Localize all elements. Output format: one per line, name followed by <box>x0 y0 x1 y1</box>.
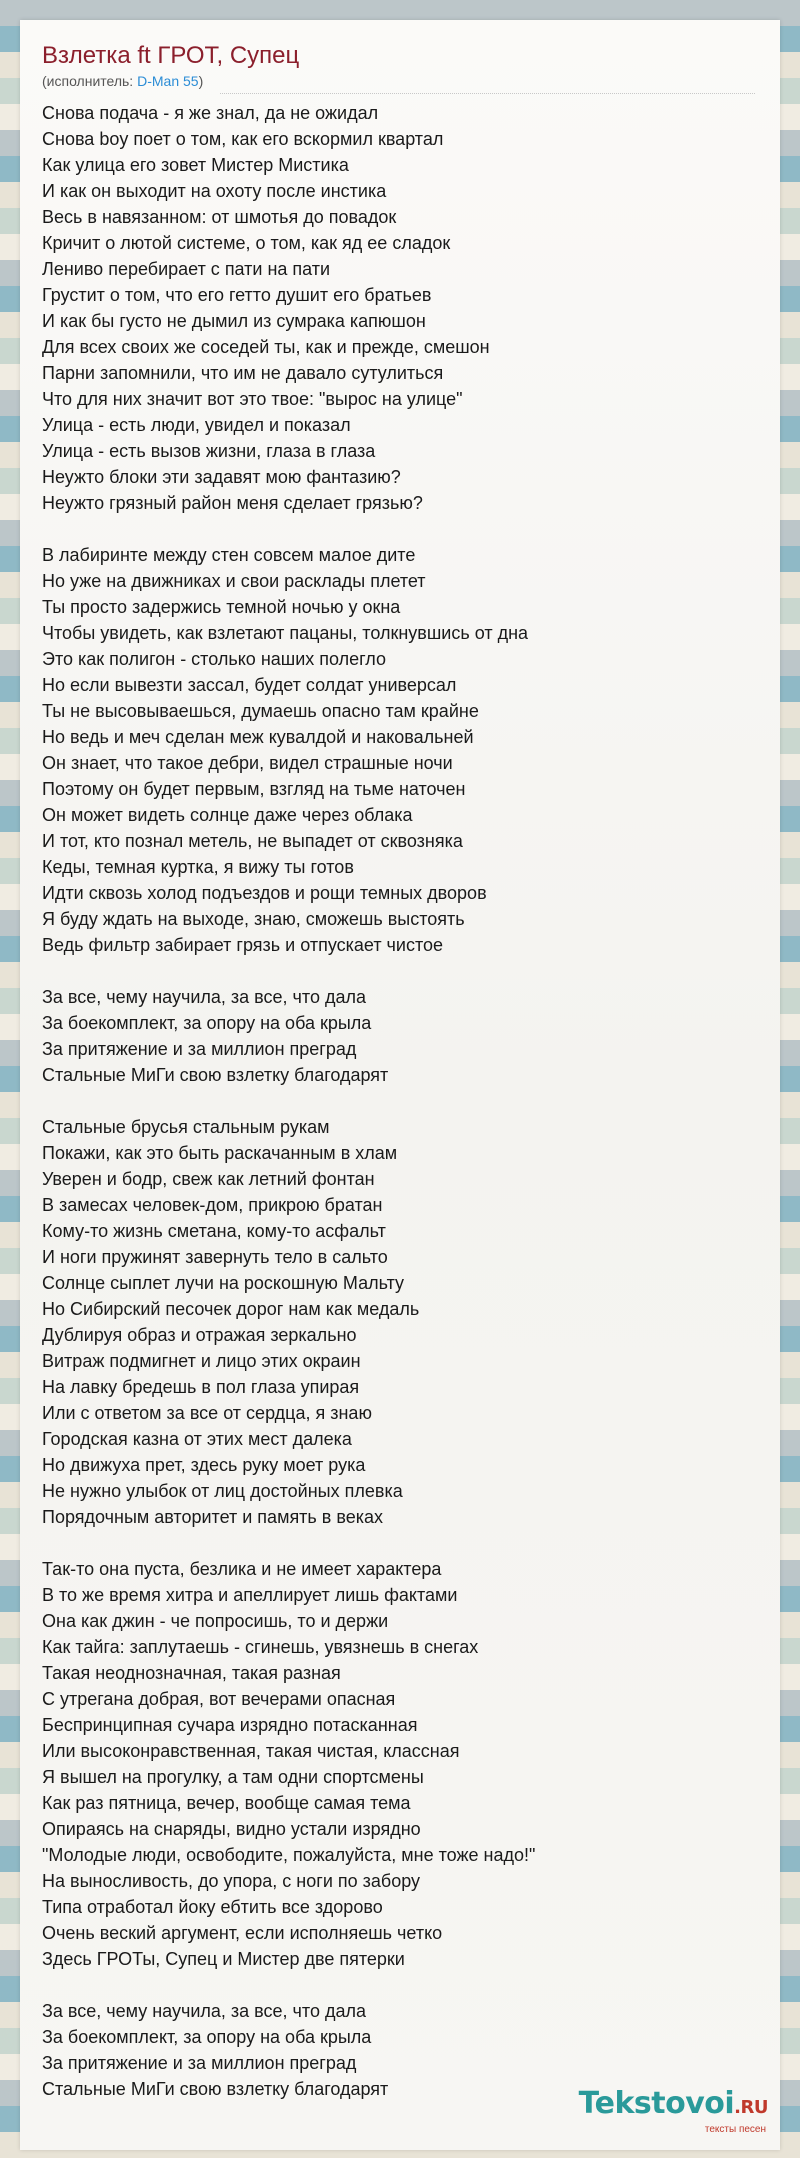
lyric-line: Поэтому он будет первым, взгляд на тьме наточен <box>42 779 466 799</box>
lyric-line: И ноги пружинят завернуть тело в сальто <box>42 1247 388 1267</box>
lyric-line: В лабиринте между стен совсем малое дите <box>42 545 416 565</box>
lyric-line: Ты просто задержись темной ночью у окна <box>42 597 401 617</box>
lyric-line: Стальные МиГи свою взлетку благодарят <box>42 1065 389 1085</box>
lyric-line: Я вышел на прогулку, а там одни спортсмены <box>42 1767 424 1787</box>
lyric-line: "Молодые люди, освободите, пожалуйста, мне тоже надо!" <box>42 1845 536 1865</box>
lyric-line: За боекомплект, за опору на оба крыла <box>42 2027 372 2047</box>
lyric-line: Неужто грязный район меня сделает грязью? <box>42 493 423 513</box>
lyric-line: Чтобы увидеть, как взлетают пацаны, толкнувшись от дна <box>42 623 529 643</box>
stanza-gap <box>42 516 762 542</box>
lyric-line: Но если вывезти зассал, будет солдат универсал <box>42 675 457 695</box>
lyric-line: И как бы густо не дымил из сумрака капюшон <box>42 311 426 331</box>
lyric-line: Но движуха прет, здесь руку моет рука <box>42 1455 366 1475</box>
lyric-line: Как раз пятница, вечер, вообще самая тема <box>42 1793 411 1813</box>
lyric-line: Дублируя образ и отражая зеркально <box>42 1325 357 1345</box>
lyric-line: Витраж подмигнет и лицо этих окраин <box>42 1351 361 1371</box>
lyric-line: Неужто блоки эти задавят мою фантазию? <box>42 467 401 487</box>
lyric-line: Она как джин - че попросишь, то и держи <box>42 1611 389 1631</box>
performer-prefix: (исполнитель: <box>42 73 138 89</box>
lyric-line: Снова boy поет о том, как его вскормил квартал <box>42 129 444 149</box>
performer-suffix: ) <box>198 73 204 89</box>
lyric-line: На лавку бредешь в пол глаза упирая <box>42 1377 360 1397</box>
lyric-line: Солнце сыплет лучи на роскошную Мальту <box>42 1273 405 1293</box>
stanza-gap <box>42 1530 762 1556</box>
lyric-line: Весь в навязанном: от шмотья до повадок <box>42 207 397 227</box>
lyric-line: Но уже на движниках и свои расклады плетет <box>42 571 426 591</box>
lyric-line: Ведь фильтр забирает грязь и отпускает чистое <box>42 935 444 955</box>
lyric-line: Ты не высовываешься, думаешь опасно там крайне <box>42 701 479 721</box>
lyric-line: Как улица его зовет Мистер Мистика <box>42 155 349 175</box>
lyric-line: Такая неоднозначная, такая разная <box>42 1663 341 1683</box>
lyric-line: Идти сквозь холод подъездов и рощи темных дворов <box>42 883 487 903</box>
lyric-line: Как тайга: заплутаешь - сгинешь, увязнешь в снегах <box>42 1637 479 1657</box>
lyric-line: Снова подача - я же знал, да не ожидал <box>42 103 379 123</box>
performer-line <box>42 72 203 90</box>
logo-tld: .RU <box>734 2097 768 2118</box>
stanza-gap <box>42 1972 762 1998</box>
logo-wordmark <box>579 2088 768 2124</box>
stanza-gap <box>42 1088 762 1114</box>
lyric-line: Парни запомнили, что им не давало сутулиться <box>42 363 444 383</box>
header-divider <box>220 93 755 94</box>
logo-name: Tekstovoi <box>578 2086 735 2121</box>
lyric-line: Я буду ждать на выходе, знаю, сможешь выстоять <box>42 909 465 929</box>
lyric-line: Для всех своих же соседей ты, как и прежде, смешон <box>42 337 490 357</box>
lyric-line: Стальные брусья стальным рукам <box>42 1117 330 1137</box>
lyric-line: Типа отработал йоку ебтить все здорово <box>42 1897 383 1917</box>
lyric-line: Здесь ГРОТы, Супец и Мистер две пятерки <box>42 1949 405 1969</box>
lyric-line: Улица - есть вызов жизни, глаза в глаза <box>42 441 376 461</box>
logo-tagline: тексты песен <box>704 2124 766 2135</box>
lyric-line: Это как полигон - столько наших полегло <box>42 649 387 669</box>
lyric-line: Кричит о лютой системе, о том, как яд ее сладок <box>42 233 451 253</box>
lyric-line: Городская казна от этих мест далека <box>42 1429 352 1449</box>
lyric-line: Порядочным авторитет и память в веках <box>42 1507 384 1527</box>
song-title: Взлетка ft ГРОТ, Супец <box>42 42 300 69</box>
lyric-line: Но ведь и меч сделан меж кувалдой и наковальней <box>42 727 474 747</box>
lyrics-text <box>42 100 762 2102</box>
lyric-line: Так-то она пуста, безлика и не имеет характера <box>42 1559 442 1579</box>
stanza-gap <box>42 958 762 984</box>
lyric-line: Что для них значит вот это твое: "вырос на улице" <box>42 389 463 409</box>
lyric-line: Кому-то жизнь сметана, кому-то асфальт <box>42 1221 386 1241</box>
lyric-line: Или высоконравственная, такая чистая, классная <box>42 1741 460 1761</box>
lyric-line: За притяжение и за миллион преград <box>42 1039 357 1059</box>
lyrics-card <box>20 20 780 2150</box>
lyric-line: Не нужно улыбок от лиц достойных плевка <box>42 1481 403 1501</box>
lyric-line: И как он выходит на охоту после инстика <box>42 181 387 201</box>
lyric-line: На выносливость, до упора, с ноги по забору <box>42 1871 421 1891</box>
lyric-line: С утрегана добрая, вот вечерами опасная <box>42 1689 396 1709</box>
lyric-line: Он может видеть солнце даже через облака <box>42 805 413 825</box>
lyric-line: Кеды, темная куртка, я вижу ты готов <box>42 857 354 877</box>
site-logo[interactable] <box>579 2088 768 2136</box>
lyric-line: Стальные МиГи свою взлетку благодарят <box>42 2079 389 2099</box>
lyric-line: Улица - есть люди, увидел и показал <box>42 415 351 435</box>
lyric-line: Он знает, что такое дебри, видел страшные ночи <box>42 753 453 773</box>
lyric-line: В то же время хитра и апеллирует лишь фактами <box>42 1585 458 1605</box>
lyric-line: И тот, кто познал метель, не выпадет от сквозняка <box>42 831 463 851</box>
lyric-line: Опираясь на снаряды, видно устали изрядно <box>42 1819 421 1839</box>
lyric-line: За все, чему научила, за все, что дала <box>42 2001 367 2021</box>
lyric-line: Очень веский аргумент, если исполняешь четко <box>42 1923 443 1943</box>
lyric-line: За притяжение и за миллион преград <box>42 2053 357 2073</box>
lyric-line: Уверен и бодр, свеж как летний фонтан <box>42 1169 375 1189</box>
lyric-line: Но Сибирский песочек дорог нам как медаль <box>42 1299 420 1319</box>
lyric-line: В замесах человек-дом, прикрою братан <box>42 1195 383 1215</box>
lyric-line: Грустит о том, что его гетто душит его братьев <box>42 285 432 305</box>
lyric-line: Покажи, как это быть раскачанным в хлам <box>42 1143 398 1163</box>
lyric-line: Беспринципная сучара изрядно потасканная <box>42 1715 418 1735</box>
lyric-line: Или с ответом за все от сердца, я знаю <box>42 1403 372 1423</box>
lyric-line: За боекомплект, за опору на оба крыла <box>42 1013 372 1033</box>
lyric-line: За все, чему научила, за все, что дала <box>42 987 367 1007</box>
performer-link[interactable]: D-Man 55 <box>137 73 199 89</box>
lyric-line: Лениво перебирает с пати на пати <box>42 259 331 279</box>
